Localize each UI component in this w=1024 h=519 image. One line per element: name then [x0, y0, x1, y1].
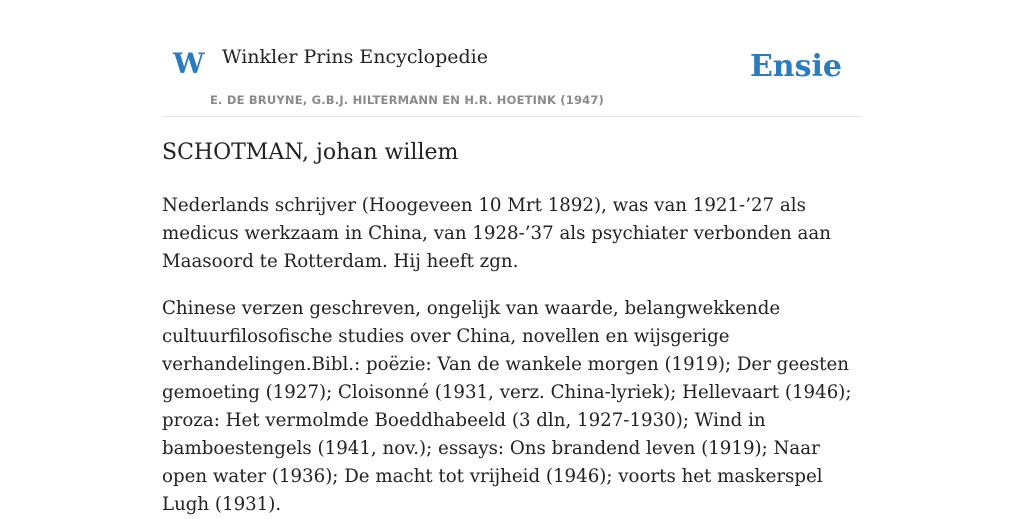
source-authors: E. DE BRUYNE, G.B.J. HILTERMANN EN H.R. HOETINK (1947): [210, 93, 605, 107]
article-paragraph: Chinese verzen geschreven, ongelijk van waarde, belangwekkende cultuurfilosofische studies over China, novellen en wijsgerige verhandelingen.Bibl.: poëzie: Van de wankele morgen (1919); Der geesten gemoeting (1927); Cloisonné (1931, verz. China-lyriek); Hellevaart (1946); proza: Het vermolmde Boeddhabeeld (3 dln, 1927-1930); Wind in bamboestengels (1941, nov.); essays: Ons brandend leven (1919); Naar open water (1936); De macht tot vrijheid (1946); voorts het maskerspel Lugh (1931).: [162, 298, 852, 515]
winkler-prins-logo-icon[interactable]: W: [173, 47, 205, 80]
source-title-link[interactable]: Winkler Prins Encyclopedie: [222, 46, 488, 68]
ensie-logo-link[interactable]: Ensie: [749, 49, 842, 84]
page-content: [162, 0, 862, 515]
site-header: [162, 0, 862, 117]
article-headword: SCHOTMAN, johan willem: [162, 140, 459, 165]
article-paragraph: Nederlands schrijver (Hoogeveen 10 Mrt 1892), was van 1921-’27 als medicus werkzaam in China, van 1928-’37 als psychiater verbonden aan Maasoord te Rotterdam. Hij heeft zgn.: [162, 195, 831, 272]
